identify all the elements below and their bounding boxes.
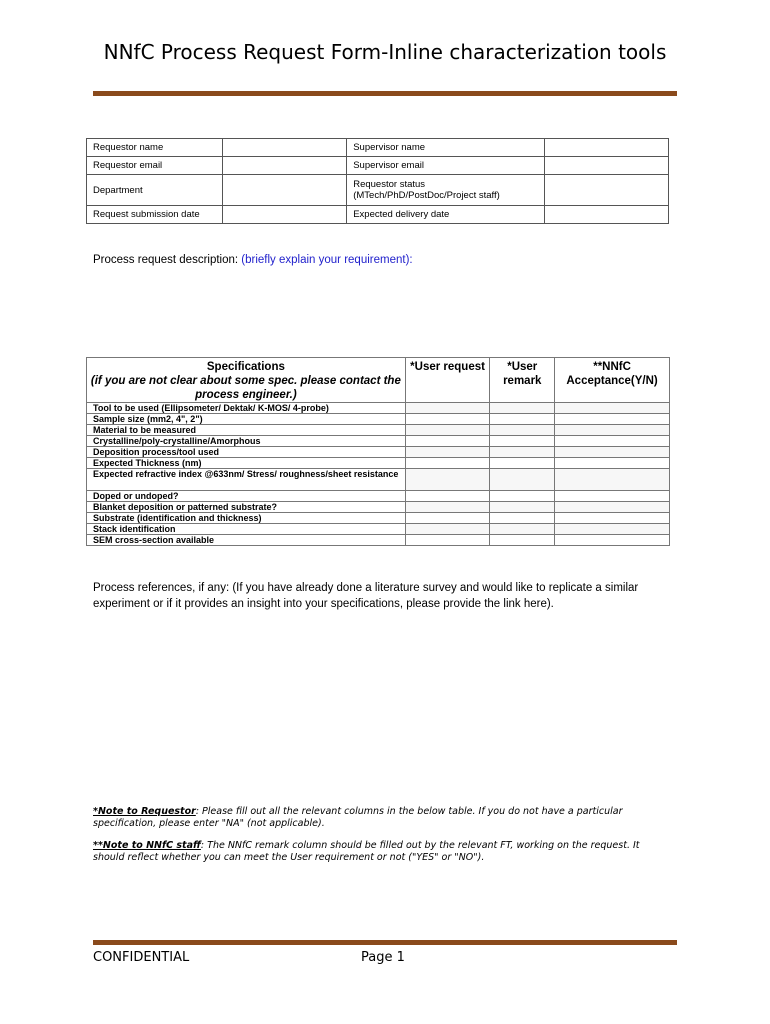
user-request-cell[interactable] bbox=[405, 469, 490, 491]
process-references: Process references, if any: (If you have already done a literature survey and would like to replicate a similar experiment or if it provides an insight into your specifications, please provide the link here). bbox=[93, 582, 639, 610]
user-remark-cell[interactable] bbox=[490, 447, 555, 458]
user-request-cell[interactable] bbox=[405, 403, 490, 414]
table-row bbox=[87, 524, 670, 535]
note-key: **Note to NNfC staff bbox=[93, 840, 201, 851]
spec-label: Material to be measured bbox=[87, 425, 406, 436]
user-request-cell[interactable] bbox=[405, 502, 490, 513]
table-row bbox=[87, 139, 669, 157]
note-to-staff bbox=[93, 840, 673, 864]
spec-label: Deposition process/tool used bbox=[87, 447, 406, 458]
submission-date-field[interactable] bbox=[223, 206, 347, 224]
user-request-cell[interactable] bbox=[405, 447, 490, 458]
nnfc-acceptance-cell[interactable] bbox=[555, 535, 670, 546]
spec-label: Crystalline/poly-crystalline/Amorphous bbox=[87, 436, 406, 447]
table-row bbox=[87, 458, 670, 469]
nnfc-acceptance-cell[interactable] bbox=[555, 414, 670, 425]
page-number: Page 1 bbox=[361, 950, 405, 965]
user-request-cell[interactable] bbox=[405, 436, 490, 447]
spec-label: Expected Thickness (nm) bbox=[87, 458, 406, 469]
spec-label: Doped or undoped? bbox=[87, 491, 406, 502]
header-rule bbox=[93, 91, 677, 96]
description-label: Process request description: bbox=[93, 254, 242, 266]
requestor-status-field[interactable] bbox=[544, 175, 668, 206]
nnfc-acceptance-cell[interactable] bbox=[555, 513, 670, 524]
specifications-header bbox=[87, 358, 406, 403]
specifications-table bbox=[86, 357, 670, 546]
table-row bbox=[87, 157, 669, 175]
note-text: : The NNfC remark column should be filled out by the relevant FT, working on the request. It should reflect whether you can meet the User requirement or not ("YES" or "NO"). bbox=[93, 840, 640, 863]
table-row bbox=[87, 425, 670, 436]
user-remark-cell[interactable] bbox=[490, 425, 555, 436]
table-row bbox=[87, 403, 670, 414]
user-request-cell[interactable] bbox=[405, 458, 490, 469]
requestor-email-field[interactable] bbox=[223, 157, 347, 175]
user-request-header: *User request bbox=[405, 358, 490, 403]
note-to-requestor bbox=[93, 806, 673, 830]
nnfc-acceptance-cell[interactable] bbox=[555, 491, 670, 502]
supervisor-name-field[interactable] bbox=[544, 139, 668, 157]
user-remark-header: *User remark bbox=[490, 358, 555, 403]
table-row bbox=[87, 447, 670, 458]
spec-label: Stack identification bbox=[87, 524, 406, 535]
specifications-subtitle: (if you are not clear about some spec. please contact the process engineer.) bbox=[90, 375, 401, 401]
document-title: NNfC Process Request Form-Inline characterization tools bbox=[103, 40, 667, 64]
table-header-row bbox=[87, 358, 670, 403]
nnfc-acceptance-cell[interactable] bbox=[555, 502, 670, 513]
field-label: Request submission date bbox=[87, 206, 223, 224]
delivery-date-field[interactable] bbox=[544, 206, 668, 224]
field-label: Requestor name bbox=[87, 139, 223, 157]
field-label: Expected delivery date bbox=[347, 206, 545, 224]
user-remark-cell[interactable] bbox=[490, 469, 555, 491]
table-row bbox=[87, 535, 670, 546]
nnfc-acceptance-cell[interactable] bbox=[555, 458, 670, 469]
user-request-cell[interactable] bbox=[405, 513, 490, 524]
user-remark-cell[interactable] bbox=[490, 513, 555, 524]
nnfc-acceptance-cell[interactable] bbox=[555, 524, 670, 535]
spec-label: Expected refractive index @633nm/ Stress/ roughness/sheet resistance bbox=[87, 469, 406, 491]
department-field[interactable] bbox=[223, 175, 347, 206]
table-row bbox=[87, 436, 670, 447]
field-label: Supervisor email bbox=[347, 157, 545, 175]
spec-label: SEM cross-section available bbox=[87, 535, 406, 546]
spec-label: Blanket deposition or patterned substrate? bbox=[87, 502, 406, 513]
nnfc-acceptance-cell[interactable] bbox=[555, 469, 670, 491]
field-label: Requestor status (MTech/PhD/PostDoc/Project staff) bbox=[347, 175, 545, 206]
table-row bbox=[87, 469, 670, 491]
table-row bbox=[87, 491, 670, 502]
supervisor-email-field[interactable] bbox=[544, 157, 668, 175]
note-text: : Please fill out all the relevant columns in the below table. If you do not have a particular specification, please enter "NA" (not applicable). bbox=[93, 806, 623, 829]
user-request-cell[interactable] bbox=[405, 535, 490, 546]
user-remark-cell[interactable] bbox=[490, 502, 555, 513]
nnfc-acceptance-cell[interactable] bbox=[555, 436, 670, 447]
specifications-title: Specifications bbox=[206, 361, 285, 373]
requestor-name-field[interactable] bbox=[223, 139, 347, 157]
user-remark-cell[interactable] bbox=[490, 414, 555, 425]
table-row bbox=[87, 502, 670, 513]
spec-label: Substrate (identification and thickness) bbox=[87, 513, 406, 524]
footer-rule bbox=[93, 940, 677, 945]
table-row bbox=[87, 513, 670, 524]
user-request-cell[interactable] bbox=[405, 414, 490, 425]
table-row bbox=[87, 175, 669, 206]
note-key: *Note to Requestor bbox=[93, 806, 196, 817]
user-remark-cell[interactable] bbox=[490, 458, 555, 469]
description-hint: (briefly explain your requirement): bbox=[241, 254, 413, 266]
field-label: Department bbox=[87, 175, 223, 206]
confidential-label: CONFIDENTIAL bbox=[93, 950, 190, 965]
spec-label: Sample size (mm2, 4", 2") bbox=[87, 414, 406, 425]
user-request-cell[interactable] bbox=[405, 491, 490, 502]
user-remark-cell[interactable] bbox=[490, 436, 555, 447]
user-request-cell[interactable] bbox=[405, 425, 490, 436]
requestor-info-table bbox=[86, 138, 669, 224]
nnfc-acceptance-cell[interactable] bbox=[555, 403, 670, 414]
spec-label: Tool to be used (Ellipsometer/ Dektak/ K-MOS/ 4-probe) bbox=[87, 403, 406, 414]
user-request-cell[interactable] bbox=[405, 524, 490, 535]
nnfc-acceptance-cell[interactable] bbox=[555, 425, 670, 436]
user-remark-cell[interactable] bbox=[490, 491, 555, 502]
nnfc-acceptance-header: **NNfC Acceptance(Y/N) bbox=[555, 358, 670, 403]
field-label: Supervisor name bbox=[347, 139, 545, 157]
user-remark-cell[interactable] bbox=[490, 524, 555, 535]
table-row bbox=[87, 206, 669, 224]
user-remark-cell[interactable] bbox=[490, 535, 555, 546]
user-remark-cell[interactable] bbox=[490, 403, 555, 414]
process-description bbox=[93, 254, 413, 266]
field-label: Requestor email bbox=[87, 157, 223, 175]
table-row bbox=[87, 414, 670, 425]
nnfc-acceptance-cell[interactable] bbox=[555, 447, 670, 458]
